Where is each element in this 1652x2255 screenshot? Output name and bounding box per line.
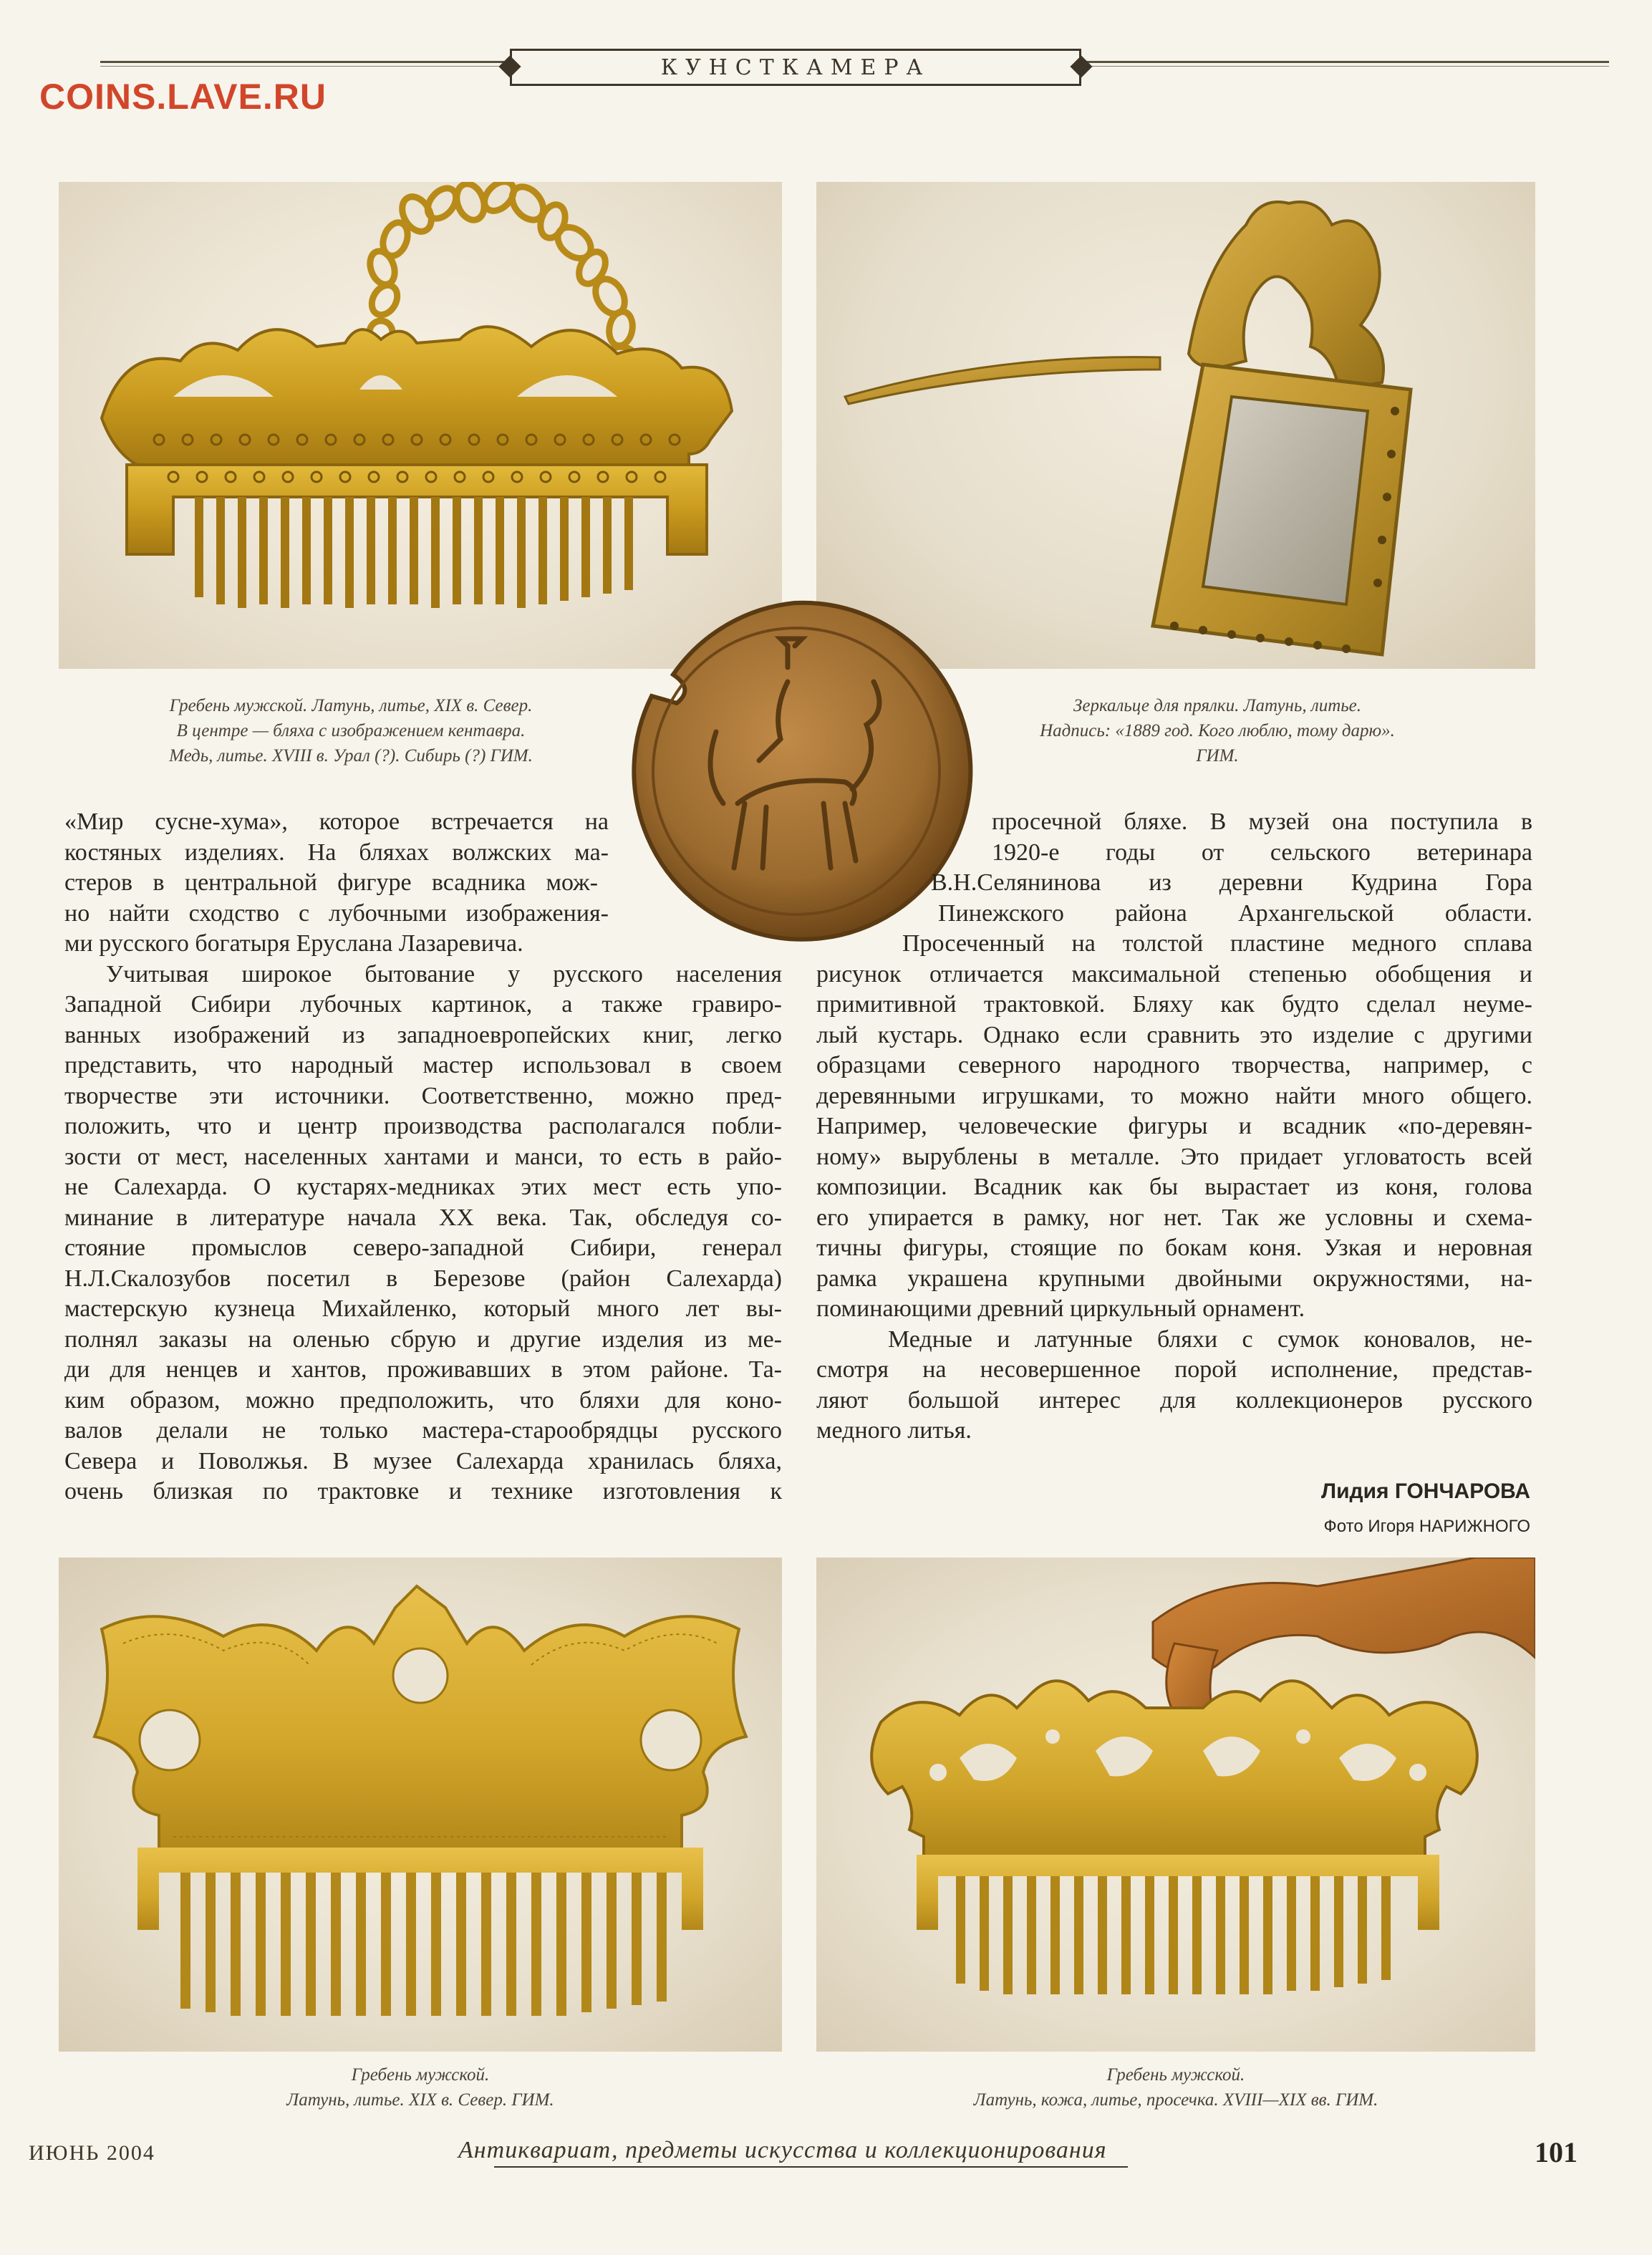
- caption-line: Латунь, кожа, литье, просечка. XVIII—XIX вв. ГИМ.: [973, 2090, 1378, 2110]
- author-name: [1321, 1479, 1530, 1504]
- text-line: Медные и латунные бляхи с сумок коновалов, не-: [888, 1326, 1532, 1353]
- text-line: композиции. Всадник как бы вырастает из коня, голова: [816, 1174, 1532, 1200]
- caption-line: Гребень мужской. Латунь, литье, XIX в. Север.: [169, 696, 533, 715]
- text-line: стеров в центральной фигуре всадника мож-: [64, 869, 598, 896]
- text-line: представить, что народный мастер использовал в своем: [64, 1052, 782, 1078]
- photo-comb-north: [59, 1558, 782, 2052]
- text-line: очень близкая по трактовке и технике изготовления к: [64, 1478, 782, 1505]
- text-line: 1920-е годы от сельского ветеринара: [992, 839, 1532, 866]
- text-line: примитивной трактовкой. Бляху как будто сделал неуме-: [816, 991, 1532, 1018]
- caption-line: В центре — бляха с изображением кентавра.: [176, 721, 526, 740]
- text-line: ди для ненцев и хантов, проживавших в этом районе. Та-: [64, 1356, 782, 1383]
- caption-line: ГИМ.: [1196, 746, 1239, 766]
- text-line: стояние промыслов северо-западной Сибири, генерал: [64, 1235, 782, 1261]
- text-line: Западной Сибири лубочных картинок, а также гравиро-: [64, 991, 782, 1018]
- text-line: не Салехарда. О кустарях-медниках этих мест есть упо-: [64, 1174, 782, 1200]
- caption-line: Надпись: «1889 год. Кого люблю, тому дарю».: [1040, 721, 1395, 740]
- text-line: но найти сходство с лубочными изображения-: [64, 899, 609, 927]
- text-line: Пинежского района Архангельской области.: [938, 899, 1532, 927]
- caption-line: Гребень мужской.: [1106, 2065, 1245, 2085]
- text-line: ми русского богатыря Еруслана Лазаревича.: [64, 930, 523, 957]
- text-line: В.Н.Селянинова из деревни Кудрина Гора: [931, 869, 1532, 896]
- author-name-text: Лидия ГОНЧАРОВА: [1321, 1479, 1530, 1503]
- text-line: Учитывая широкое бытование у русского населения: [106, 960, 782, 988]
- text-line: полнял заказы на оленью сбрую и другие изделия из ме-: [64, 1326, 782, 1353]
- text-line: мастерскую кузнеца Михайленко, который много лет вы-: [64, 1295, 782, 1322]
- text-line: рамка украшена крупными двойными окружностями, на-: [816, 1265, 1532, 1292]
- caption-comb-leather: [816, 2062, 1535, 2112]
- caption-line: Зеркальце для прялки. Латунь, литье.: [1073, 696, 1361, 715]
- text-line: ванных изображений из западноевропейских книг, легко: [64, 1021, 782, 1048]
- magazine-title: Антиквариат, предметы искусства и коллекционирования: [458, 2137, 1107, 2163]
- text-line: творчестве эти источники. Соответственно, можно пред-: [64, 1082, 782, 1109]
- text-line: зости от мест, населенных хантами и манси, то есть в райо-: [64, 1143, 782, 1170]
- comb-leather-image: [816, 1558, 1535, 2052]
- caption-line: Латунь, литье. XIX в. Север. ГИМ.: [286, 2090, 554, 2110]
- text-line: ному» вырублены в металле. Это придает угловатость всей: [816, 1143, 1532, 1170]
- watermark: COINS.LAVE.RU: [39, 77, 327, 117]
- section-title: КУНСТКАМЕРА: [510, 49, 1081, 86]
- text-line: Просеченный на толстой пластине медного сплава: [902, 930, 1532, 957]
- comb-north-image: [59, 1558, 782, 2052]
- text-line: «Мир сусне-хума», которое встречается на: [64, 808, 609, 835]
- text-line: смотря на несовершенное порой исполнение, представ-: [816, 1356, 1532, 1383]
- caption-mirror: [902, 693, 1532, 768]
- text-line: образцами северного народного творчества, например, с: [816, 1052, 1532, 1078]
- text-line: костяных изделиях. На бляхах волжских ма-: [64, 839, 609, 866]
- text-line: его упирается в рамку, ног нет. Так же условны и схема-: [816, 1204, 1532, 1231]
- photo-credit: Фото Игоря НАРИЖНОГО: [1323, 1517, 1530, 1536]
- caption-line: Медь, литье. XVIII в. Урал (?). Сибирь (?) ГИМ.: [169, 746, 533, 766]
- text-line: тичны фигуры, стоящие по бокам коня. Узкая и неровная: [816, 1235, 1532, 1261]
- text-line: Например, человеческие фигуры и всадник «по-деревян-: [816, 1113, 1532, 1139]
- text-line: ляют большой интерес для коллекционеров русского: [816, 1386, 1532, 1414]
- text-line: медного литья.: [816, 1417, 972, 1444]
- page-number: 101: [1535, 2136, 1578, 2168]
- photo-comb-leather: [816, 1558, 1535, 2052]
- caption-line: Гребень мужской.: [351, 2065, 490, 2085]
- text-line: Н.Л.Скалозубов посетил в Березове (район Салехарда): [64, 1265, 782, 1292]
- text-line: деревянными игрушками, то можно найти много общего.: [816, 1082, 1532, 1109]
- text-line: ким образом, можно предположить, что бляхи для коно-: [64, 1386, 782, 1414]
- caption-comb-north: [59, 2062, 782, 2112]
- caption-comb-with-chain: [79, 693, 623, 768]
- text-line: поминающими древний циркульный орнамент.: [816, 1295, 1305, 1322]
- text-line: рисунок отличается максимальной степенью обобщения и: [816, 960, 1532, 988]
- text-line: положить, что и центр производства располагался побли-: [64, 1113, 782, 1139]
- text-line: минание в литературе начала XX века. Так, обследуя со-: [64, 1204, 782, 1231]
- article-right-column: [816, 807, 1532, 1447]
- text-line: лый кустарь. Однако если сравнить это изделие с другими: [816, 1021, 1532, 1048]
- text-line: просечной бляхе. В музей она поступила в: [992, 808, 1532, 835]
- text-line: Севера и Поволжья. В музее Салехарда хранилась бляха,: [64, 1447, 782, 1474]
- text-line: валов делали не только мастера-старообрядцы русского: [64, 1417, 782, 1444]
- issue-date: ИЮНЬ 2004: [29, 2141, 155, 2165]
- magazine-title-underline: [494, 2166, 1128, 2168]
- article-left-column: [64, 807, 782, 1507]
